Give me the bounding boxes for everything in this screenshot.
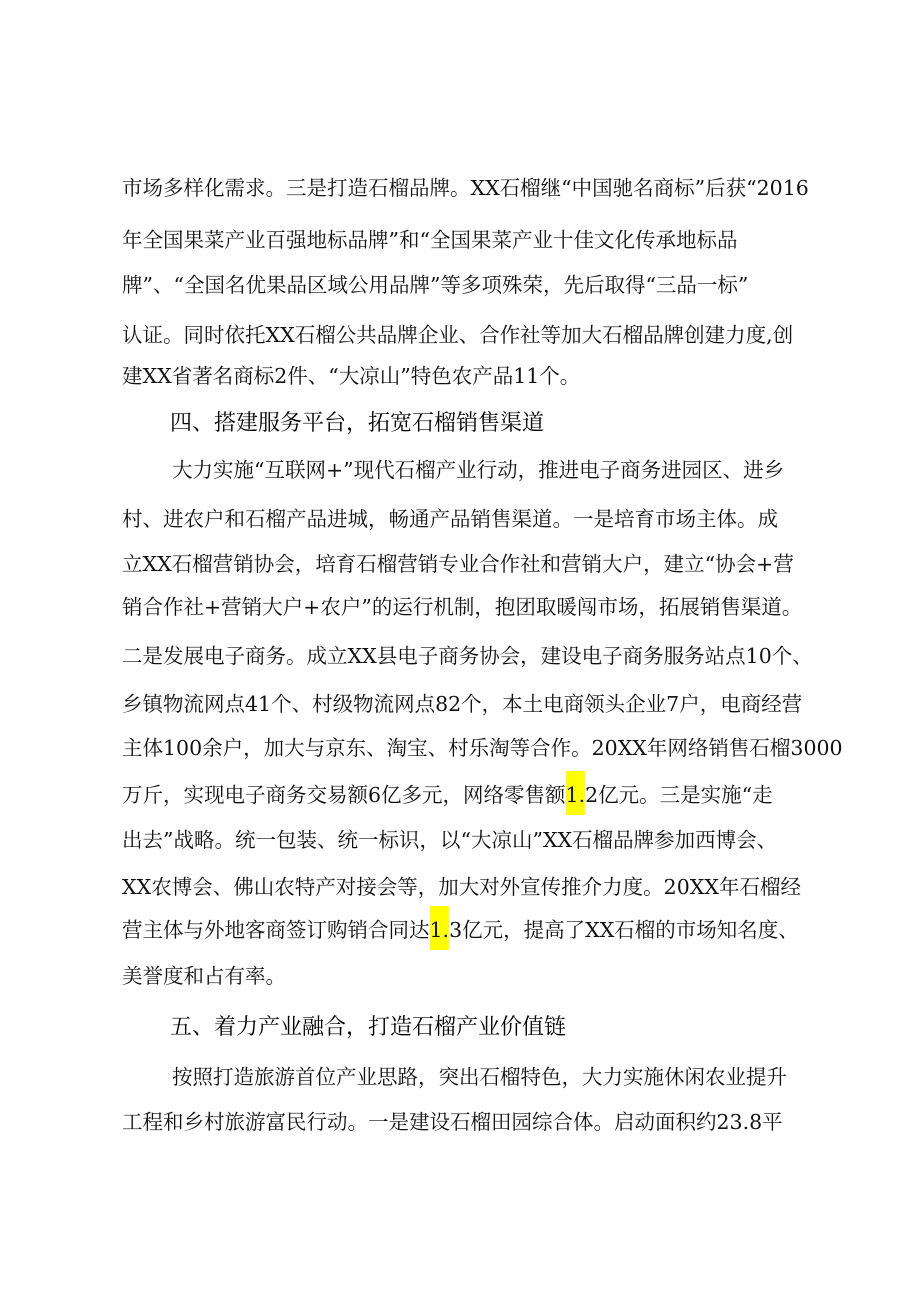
para2-line8-pre: 万斤，实现电子商务交易额6亿多元，网络零售额 xyxy=(122,783,566,807)
para2-line8-post: 2亿元。三是实施“走 xyxy=(585,783,773,807)
para1-line4: 认证。同时依托XX石榴公共品牌企业、合作社等加大石榴品牌创建力度,创 xyxy=(122,323,794,347)
para2-line1: 大力实施“互联网+”现代石榴产业行动，推进电子商务进园区、进乡 xyxy=(172,458,785,482)
para2-line3: 立XX石榴营销协会，培育石榴营销专业合作社和营销大户，建立“协会+营 xyxy=(122,552,794,576)
para1-line3: 牌”、“全国名优果品区域公用品牌”等多项殊荣，先后取得“三品一标” xyxy=(122,273,749,297)
para2-line4: 销合作社+营销大户+农户”的运行机制，抱团取暖闯市场，拓展销售渠道。 xyxy=(122,595,803,619)
para2-line11-post: 3亿元，提高了XX石榴的市场知名度、 xyxy=(449,918,799,942)
para2-line8 xyxy=(122,780,773,810)
para2-line11 xyxy=(122,915,799,945)
section-heading-4: 四、搭建服务平台，拓宽石榴销售渠道 xyxy=(170,411,545,436)
para2-line6: 乡镇物流网点41个、村级物流网点82个，本土电商领头企业7户，电商经营 xyxy=(122,692,803,716)
para2-line2: 村、进农户和石榴产品进城，畅通产品销售渠道。一是培育市场主体。成 xyxy=(122,507,778,531)
para2-line11-pre: 营主体与外地客商签订购销合同达 xyxy=(122,918,430,942)
para2-line10: XX农博会、佛山农特产对接会等，加大对外宣传推介力度。20XX年石榴经 xyxy=(122,875,801,899)
para2-line12: 美誉度和占有率。 xyxy=(122,964,286,988)
highlight-mark: 1. xyxy=(566,771,586,815)
para3-line2: 工程和乡村旅游富民行动。一是建设石榴田园综合体。启动面积约23.8平 xyxy=(122,1110,783,1134)
para1-line5: 建XX省著名商标2件、“大凉山”特色农产品11个。 xyxy=(122,364,581,388)
para2-line9: 出去”战略。统一包装、统一标识，以“大凉山”XX石榴品牌参加西博会、 xyxy=(122,828,778,852)
para2-line5: 二是发展电子商务。成立XX县电子商务协会，建设电子商务服务站点10个、 xyxy=(122,644,813,668)
para2-line7: 主体100余户，加大与京东、淘宝、村乐淘等合作。20XX年网络销售石榴3000 xyxy=(122,736,843,760)
para3-line1: 按照打造旅游首位产业思路，突出石榴特色，大力实施休闲农业提升 xyxy=(172,1065,787,1089)
section-heading-5: 五、着力产业融合，打造石榴产业价值链 xyxy=(170,1015,567,1040)
highlight-mark: 1. xyxy=(430,906,450,950)
para1-line2: 年全国果菜产业百强地标品牌”和“全国果菜产业十佳文化传承地标品 xyxy=(122,228,738,252)
para1-line1: 市场多样化需求。三是打造石榴品牌。XX石榴继“中国驰名商标”后获“2016 xyxy=(122,176,809,200)
